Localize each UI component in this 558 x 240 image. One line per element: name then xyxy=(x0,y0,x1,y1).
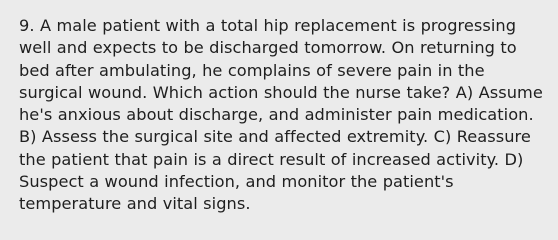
question-text: 9. A male patient with a total hip replacement is progressing well and expects to be discharged tomorrow. On returning to bed after ambulating, he complains of severe pain in the surgical wound. Which action should the nurse take? A) Assume he's anxious about discharge, and administer pain medication. B) Assess the surgical site and affected extremity. C) Reassure the patient that pain is a direct result of increased activity. D) Suspect a wound infection, and monitor the patient's temperature and vital signs. xyxy=(19,16,543,214)
